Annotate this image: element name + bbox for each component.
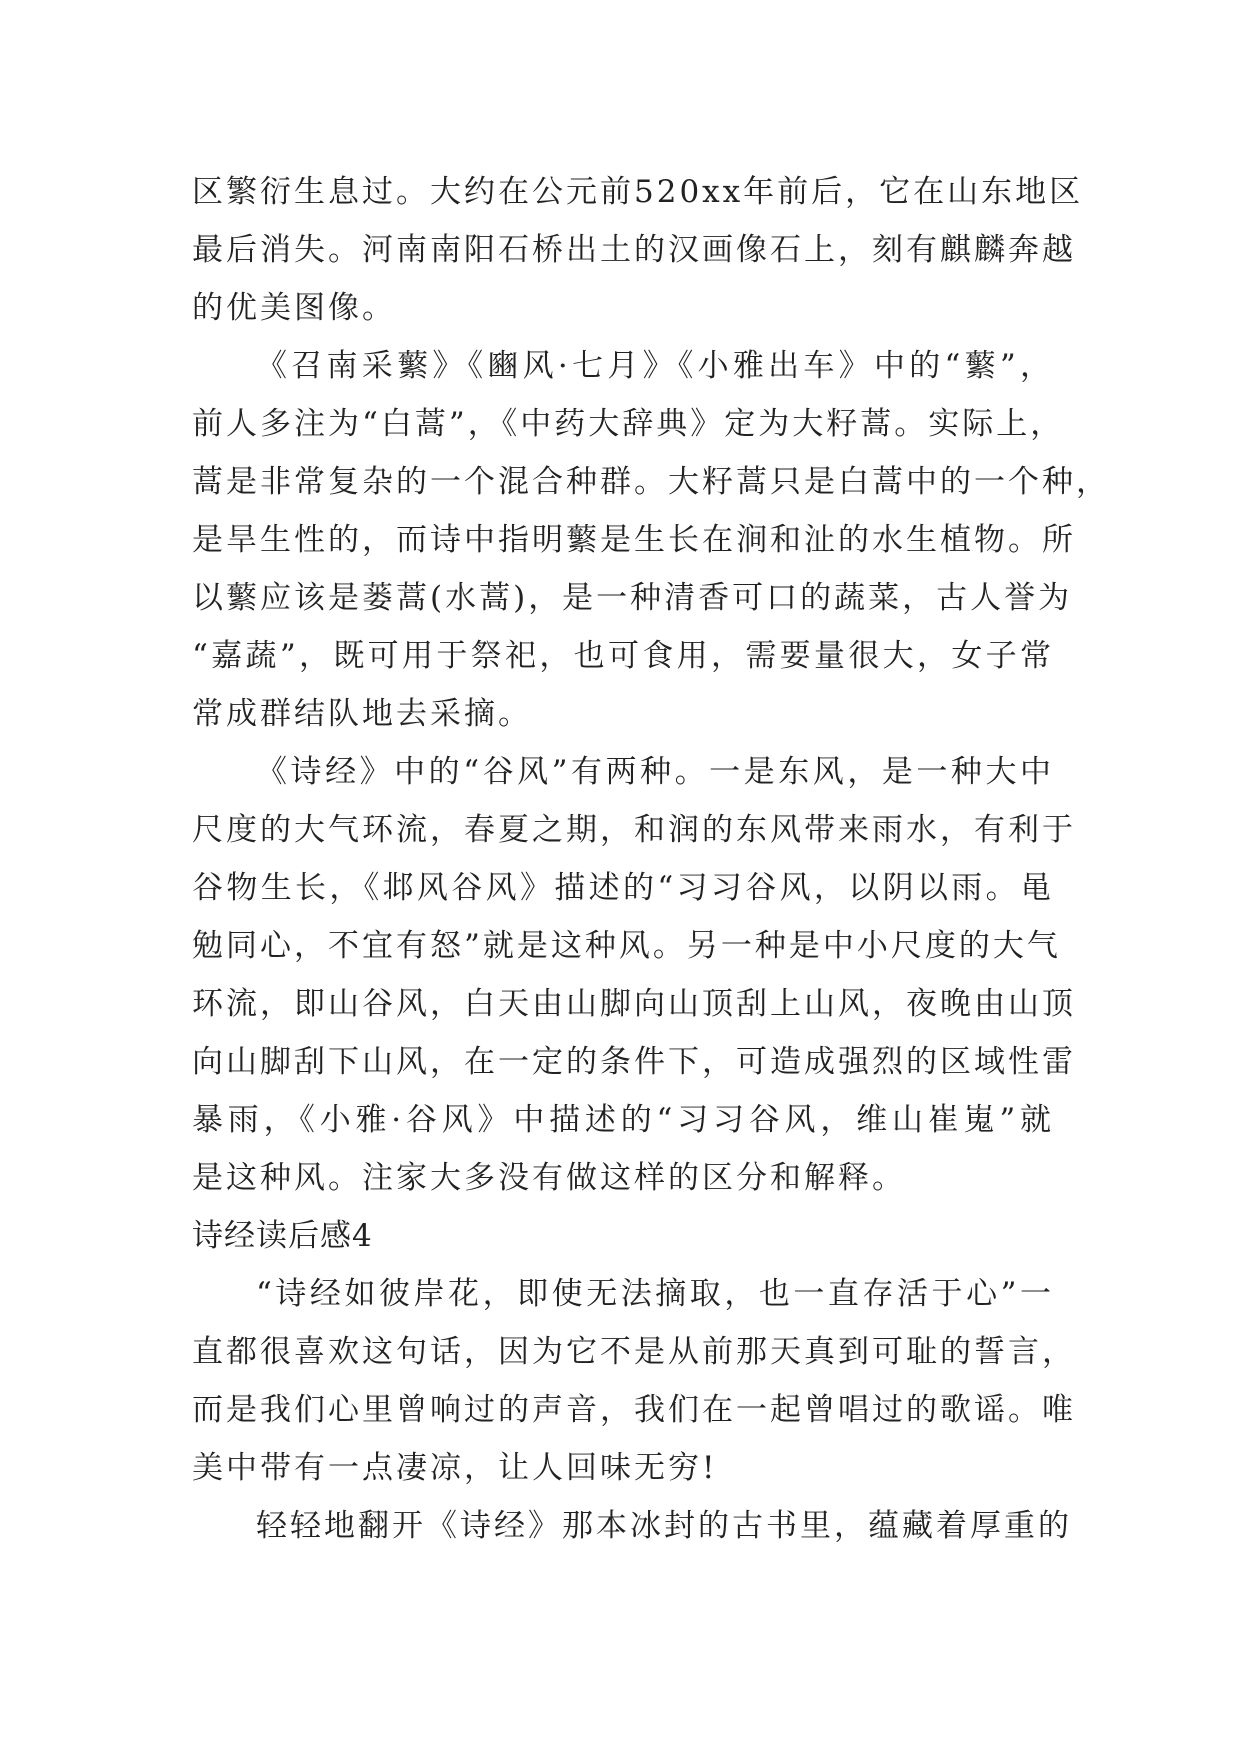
text-line: 最后消失。河南南阳石桥出土的汉画像石上，刻有麒麟奔越 <box>192 232 1076 268</box>
text-line: “嘉蔬”，既可用于祭祀，也可食用，需要量很大，女子常 <box>192 638 1054 674</box>
text-line: 尺度的大气环流，春夏之期，和润的东风带来雨水，有利于 <box>192 812 1076 848</box>
text-line: 以蘩应该是蒌蒿(水蒿)，是一种清香可口的蔬菜，古人誉为 <box>192 580 1073 616</box>
paragraph-first-line: “诗经如彼岸花，即使无法摘取，也一直存活于心”一 <box>256 1276 1054 1312</box>
text-line: 而是我们心里曾响过的声音，我们在一起曾唱过的歌谣。唯 <box>192 1392 1076 1428</box>
text-line: 环流，即山谷风，白天由山脚向山顶刮上山风，夜晚由山顶 <box>192 986 1076 1022</box>
paragraph-first-line: 轻轻地翻开《诗经》那本冰封的古书里，蕴藏着厚重的 <box>256 1508 1072 1544</box>
text-line: 的优美图像。 <box>192 290 396 326</box>
text-line: 直都很喜欢这句话，因为它不是从前那天真到可耻的誓言， <box>192 1334 1076 1370</box>
text-line: 区繁衍生息过。大约在公元前520xx年前后，它在山东地区 <box>192 174 1084 210</box>
section-heading: 诗经读后感4 <box>192 1218 373 1254</box>
document-body <box>192 163 1110 1555</box>
text-line: 前人多注为“白蒿”，《中药大辞典》定为大籽蒿。实际上， <box>192 406 1065 442</box>
text-line: 美中带有一点凄凉，让人回味无穷! <box>192 1450 718 1486</box>
text-line: 暴雨，《小雅·谷风》中描述的“习习谷风，维山崔嵬”就 <box>192 1102 1054 1138</box>
text-line: 是这种风。注家大多没有做这样的区分和解释。 <box>192 1160 906 1196</box>
text-line: 常成群结队地去采摘。 <box>192 696 532 732</box>
text-line: 勉同心，不宜有怒”就是这种风。另一种是中小尺度的大气 <box>192 928 1061 964</box>
text-line: 谷物生长，《邶风谷风》描述的“习习谷风，以阴以雨。黾 <box>192 870 1054 906</box>
paragraph-first-line: 《诗经》中的“谷风”有两种。一是东风，是一种大中 <box>256 754 1054 790</box>
text-line: 向山脚刮下山风，在一定的条件下，可造成强烈的区域性雷 <box>192 1044 1076 1080</box>
paragraph-first-line: 《召南采蘩》《豳风·七月》《小雅出车》中的“蘩”， <box>256 348 1054 384</box>
text-line: 是旱生性的，而诗中指明蘩是生长在涧和沚的水生植物。所 <box>192 522 1076 558</box>
text-line: 蒿是非常复杂的一个混合种群。大籽蒿只是白蒿中的一个种， <box>192 464 1110 500</box>
